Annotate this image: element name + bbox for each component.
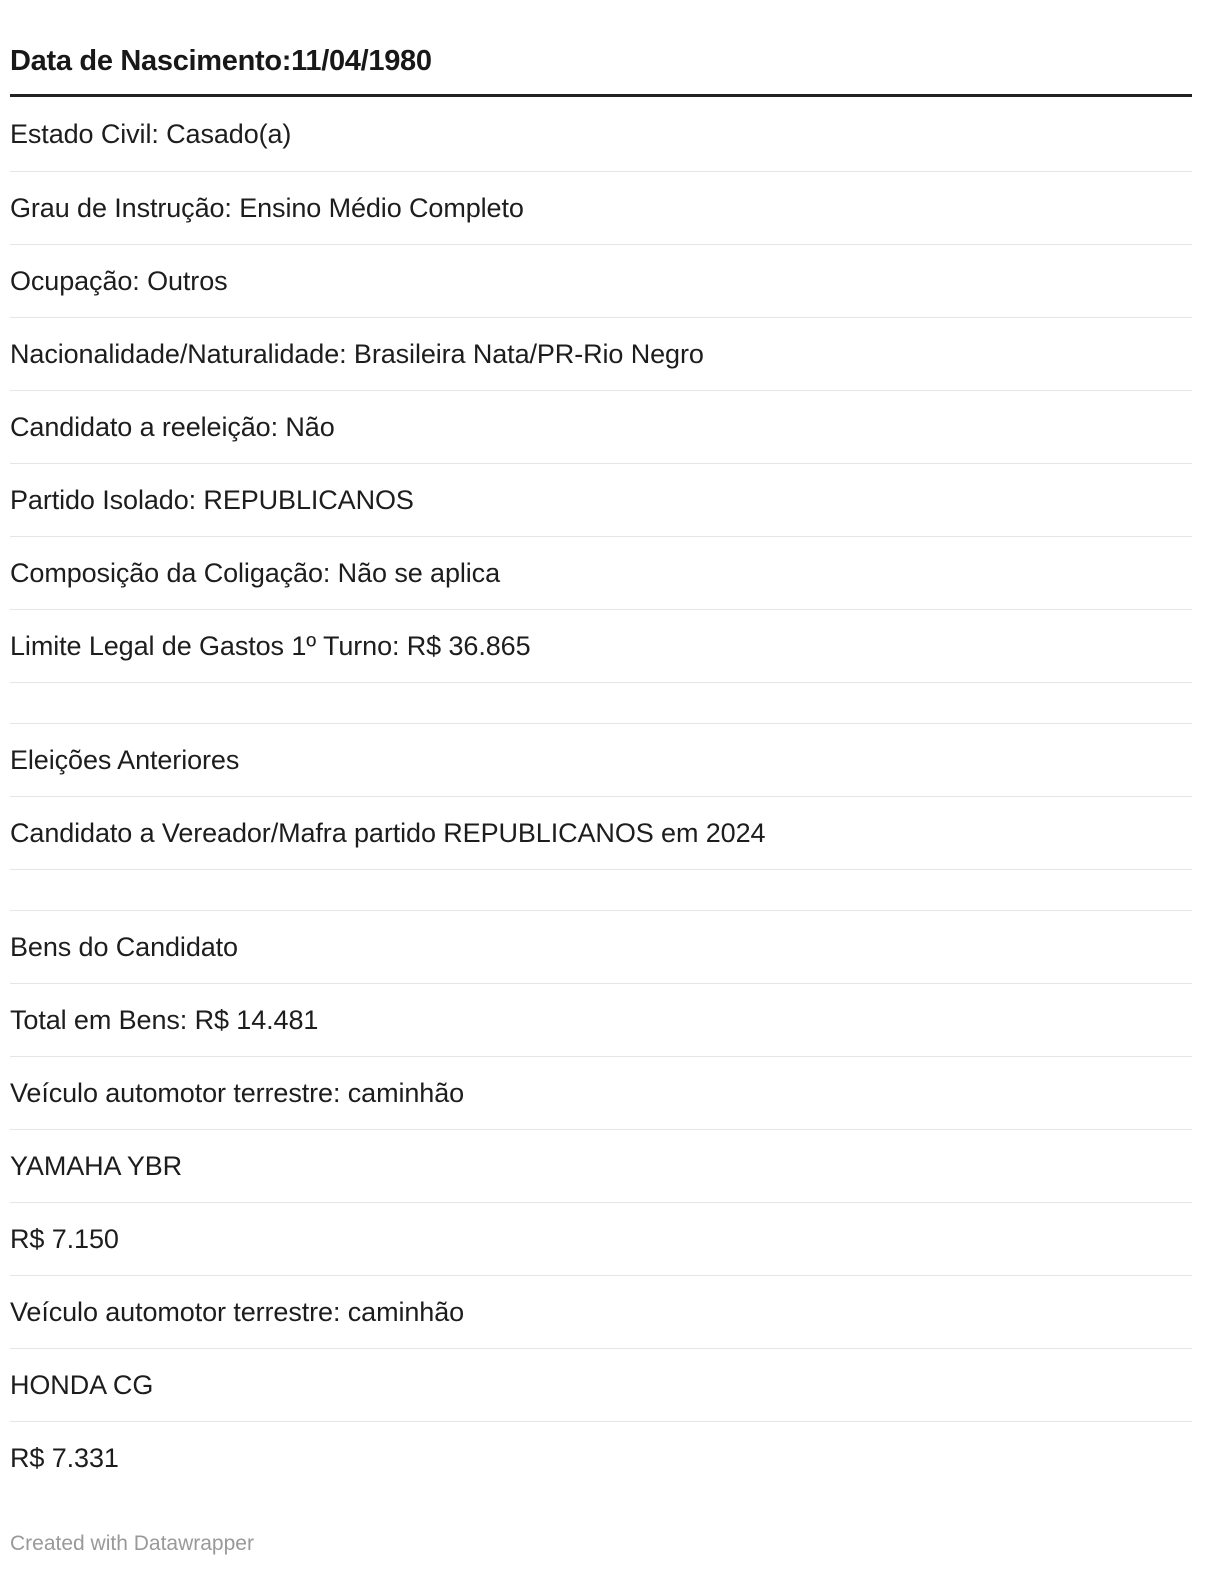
header-title: Data de Nascimento:11/04/1980 bbox=[10, 45, 432, 77]
table-row: Veículo automotor terrestre: caminhão bbox=[10, 1057, 1192, 1130]
table-row: Bens do Candidato bbox=[10, 911, 1192, 984]
table-row: Candidato a Vereador/Mafra partido REPUBLICANOS em 2024 bbox=[10, 797, 1192, 870]
table-row: Grau de Instrução: Ensino Médio Completo bbox=[10, 172, 1192, 245]
table-row: Estado Civil: Casado(a) bbox=[10, 97, 1192, 172]
table-row-empty bbox=[10, 870, 1192, 911]
table-row: Total em Bens: R$ 14.481 bbox=[10, 984, 1192, 1057]
table-row: Nacionalidade/Naturalidade: Brasileira Nata/PR-Rio Negro bbox=[10, 318, 1192, 391]
table-row: HONDA CG bbox=[10, 1349, 1192, 1422]
data-table bbox=[10, 0, 1192, 1495]
datawrapper-credit[interactable]: Created with Datawrapper bbox=[10, 1532, 254, 1555]
table-row: R$ 7.331 bbox=[10, 1443, 119, 1473]
table-row: Candidato a reeleição: Não bbox=[10, 391, 1192, 464]
table-row: Partido Isolado: REPUBLICANOS bbox=[10, 464, 1192, 537]
table-row: Eleições Anteriores bbox=[10, 724, 1192, 797]
table-row: Veículo automotor terrestre: caminhão bbox=[10, 1276, 1192, 1349]
table-row: Limite Legal de Gastos 1º Turno: R$ 36.865 bbox=[10, 610, 1192, 683]
table-row-empty bbox=[10, 683, 1192, 724]
table-header bbox=[10, 0, 1192, 97]
table-row: R$ 7.150 bbox=[10, 1203, 1192, 1276]
table-row: Ocupação: Outros bbox=[10, 245, 1192, 318]
table-row: YAMAHA YBR bbox=[10, 1130, 1192, 1203]
table-row: Composição da Coligação: Não se aplica bbox=[10, 537, 1192, 610]
